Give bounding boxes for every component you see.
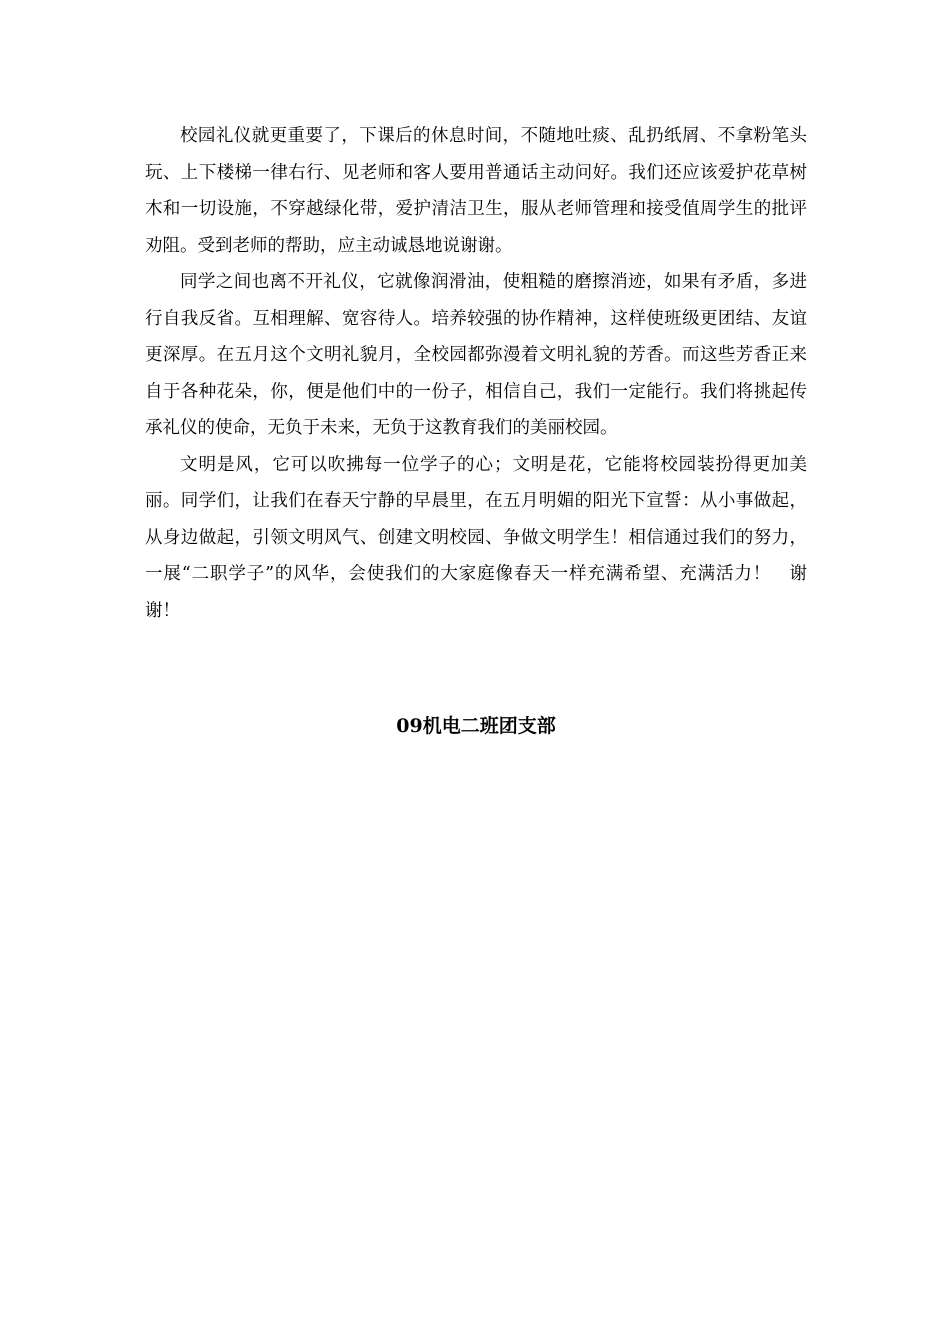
document-body (145, 118, 807, 629)
paragraph-campus-etiquette: 校园礼仪就更重要了，下课后的休息时间，不随地吐痰、乱扔纸屑、不拿粉笔头玩、上下楼梯一律右行、见老师和客人要用普通话主动问好。我们还应该爱护花草树木和一切设施，不穿越绿化带，爱护清洁卫生，服从老师管理和接受值周学生的批评劝阻。受到老师的帮助，应主动诚恳地说谢谢。 (145, 126, 807, 256)
paragraph-closing-pledge: 文明是风，它可以吹拂每一位学子的心；文明是花，它能将校园装扮得更加美丽。同学们，让我们在春天宁静的早晨里，在五月明媚的阳光下宣誓：从小事做起，从身边做起，引领文明风气、创建文明校园、争做文明学生！相信通过我们的努力，一展“二职学子”的风华，会使我们的大家庭像春天一样充满希望、充满活力！ 谢谢！ (145, 454, 807, 621)
signature-line: 09机电二班团支部 (396, 715, 556, 737)
paragraph-classmate-etiquette: 同学之间也离不开礼仪，它就像润滑油，使粗糙的磨擦消迹，如果有矛盾，多进行自我反省。互相理解、宽容待人。培养较强的协作精神，这样使班级更团结、友谊更深厚。在五月这个文明礼貌月，全校园都弥漫着文明礼貌的芳香。而这些芳香正来自于各种花朵，你，便是他们中的一份子，相信自己，我们一定能行。我们将挑起传承礼仪的使命，无负于未来，无负于这教育我们的美丽校园。 (145, 272, 807, 438)
